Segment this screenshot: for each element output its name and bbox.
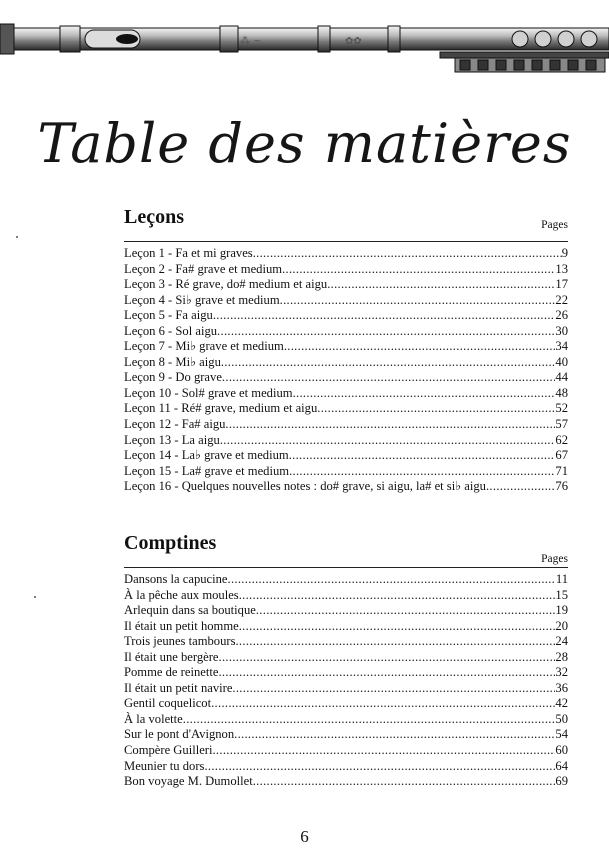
toc-entry-title: Leçon 8 - Mi♭ aigu: [124, 354, 221, 369]
toc-entry-title: Leçon 14 - La♭ grave et medium: [124, 448, 289, 463]
toc-entry-title: Leçon 15 - La# grave et medium: [124, 463, 290, 478]
toc-entry-page: 76: [555, 479, 568, 494]
toc-entry-title: Sur le pont d'Avignon: [124, 727, 235, 742]
toc-entry: [124, 277, 568, 293]
dot-leader: [222, 370, 555, 386]
dot-leader: [228, 572, 556, 588]
toc-entry: [124, 433, 568, 449]
toc-entry: [124, 386, 568, 402]
toc-entry-title: Meunier tu dors: [124, 758, 205, 773]
dot-leader: [213, 308, 556, 324]
paper-speck: [16, 236, 18, 238]
toc-entry-page: 44: [555, 370, 568, 385]
toc-entry-title: Leçon 7 - Mi♭ grave et medium: [124, 339, 284, 354]
toc-entry: [124, 650, 568, 666]
toc-entry-page: 22: [555, 292, 568, 307]
toc-entry-page: 15: [555, 587, 568, 602]
toc-entry-title: Compère Guilleri: [124, 743, 213, 758]
toc-entry-title: Pomme de reinette: [124, 665, 219, 680]
toc-entry-title: Gentil coquelicot: [124, 696, 212, 711]
toc-entry-page: 30: [555, 323, 568, 338]
dot-leader: [218, 665, 555, 681]
toc-entry: [124, 464, 568, 480]
toc-entry: [124, 665, 568, 681]
toc-entry: [124, 588, 568, 604]
toc-entry-page: 62: [555, 432, 568, 447]
toc-entry-page: 36: [555, 680, 568, 695]
dot-leader: [293, 386, 556, 402]
toc-entry: [124, 262, 568, 278]
toc-entry-page: 50: [555, 711, 568, 726]
toc-entry-page: 17: [555, 277, 568, 292]
toc-entry-title: Leçon 10 - Sol# grave et medium: [124, 385, 293, 400]
toc-entry: [124, 293, 568, 309]
toc-entry: [124, 370, 568, 386]
svg-text:✿✿: ✿✿: [345, 36, 362, 47]
dot-leader: [284, 339, 556, 355]
lecons-list: [124, 246, 568, 495]
toc-entry-page: 42: [555, 696, 568, 711]
toc-entry: [124, 355, 568, 371]
flute-illustration: [0, 0, 609, 85]
dot-leader: [234, 727, 555, 743]
toc-entry-page: 13: [555, 261, 568, 276]
toc-entry-title: Leçon 2 - Fa# grave et medium: [124, 261, 283, 276]
toc-entry-page: 11: [555, 572, 568, 586]
dot-leader: [225, 417, 555, 433]
toc-entry-page: 34: [555, 339, 568, 354]
comptines-pages-label: Pages: [541, 553, 568, 565]
toc-entry: [124, 712, 568, 728]
dot-leader: [256, 603, 556, 619]
toc-entry: [124, 308, 568, 324]
toc-entry-page: 67: [555, 448, 568, 463]
toc-entry: [124, 479, 568, 495]
toc-entry-title: Il était un petit navire: [124, 680, 233, 695]
toc-entry-page: 60: [555, 743, 568, 758]
dot-leader: [204, 759, 555, 775]
lecons-section: [124, 207, 568, 495]
toc-entry-title: Bon voyage M. Dumollet: [124, 774, 253, 789]
toc-entry: [124, 696, 568, 712]
toc-entry: [124, 727, 568, 743]
toc-entry: [124, 246, 568, 262]
comptines-rule: [124, 567, 568, 568]
page-title: Table des matières: [37, 112, 572, 175]
toc-entry: [124, 603, 568, 619]
dot-leader: [232, 681, 555, 697]
toc-entry-title: Leçon 6 - Sol aigu: [124, 323, 218, 338]
svg-text:⁂ ~: ⁂ ~: [240, 36, 262, 47]
toc-entry: [124, 681, 568, 697]
toc-entry-page: 24: [555, 634, 568, 649]
dot-leader: [239, 588, 556, 604]
toc-entry-page: 69: [555, 774, 568, 789]
dot-leader: [183, 712, 556, 728]
toc-entry-page: 28: [555, 649, 568, 664]
toc-entry: [124, 759, 568, 775]
dot-leader: [221, 355, 556, 371]
dot-leader: [235, 634, 555, 650]
toc-entry: [124, 324, 568, 340]
toc-entry: [124, 448, 568, 464]
toc-entry: [124, 401, 568, 417]
dot-leader: [212, 743, 555, 759]
dot-leader: [289, 448, 556, 464]
toc-entry-page: 32: [555, 665, 568, 680]
toc-entry-title: Leçon 1 - Fa et mi graves: [124, 246, 253, 260]
toc-entry-title: À la volette: [124, 711, 183, 726]
toc-entry: [124, 417, 568, 433]
toc-entry-page: 26: [555, 308, 568, 323]
toc-entry-title: Leçon 5 - Fa aigu: [124, 308, 213, 323]
dot-leader: [253, 774, 556, 790]
toc-entry-page: 54: [555, 727, 568, 742]
paper-speck: [34, 596, 36, 598]
dot-leader: [239, 619, 556, 635]
dot-leader: [289, 464, 555, 480]
toc-entry-page: 40: [555, 354, 568, 369]
toc-entry-title: Leçon 13 - La aigu: [124, 432, 220, 447]
dot-leader: [220, 433, 556, 449]
toc-entry-title: Trois jeunes tambours: [124, 634, 236, 649]
dot-leader: [280, 293, 556, 309]
dot-leader: [211, 696, 555, 712]
toc-entry-title: Leçon 11 - Ré# grave, medium et aigu: [124, 401, 318, 416]
toc-entry-title: Arlequin dans sa boutique: [124, 603, 256, 618]
toc-entry-page: 52: [555, 401, 568, 416]
comptines-section: [124, 533, 568, 790]
toc-entry: [124, 634, 568, 650]
toc-entry: [124, 572, 568, 588]
toc-entry: [124, 774, 568, 790]
toc-entry-page: 20: [555, 618, 568, 633]
page-number: 6: [300, 827, 309, 846]
toc-entry-title: Dansons la capucine: [124, 572, 228, 586]
lecons-rule: [124, 241, 568, 242]
dot-leader: [217, 324, 555, 340]
toc-entry-title: Il était une bergère: [124, 649, 219, 664]
toc-entry-page: 9: [561, 246, 568, 260]
toc-entry-page: 64: [555, 758, 568, 773]
toc-entry-title: Leçon 12 - Fa# aigu: [124, 417, 226, 432]
dot-leader: [253, 246, 562, 262]
dot-leader: [282, 262, 555, 278]
dot-leader: [327, 277, 555, 293]
dot-leader: [219, 650, 556, 666]
comptines-heading: Comptines: [124, 532, 217, 554]
toc-entry: [124, 619, 568, 635]
lecons-pages-label: Pages: [541, 219, 568, 231]
toc-entry-title: Leçon 16 - Quelques nouvelles notes : do# grave, si aigu, la# et si♭ aigu: [124, 479, 486, 494]
comptines-list: [124, 572, 568, 790]
toc-entry-title: Leçon 4 - Si♭ grave et medium: [124, 292, 280, 307]
toc-entry-page: 57: [555, 417, 568, 432]
dot-leader: [486, 479, 555, 495]
toc-entry-page: 19: [555, 603, 568, 618]
toc-entry-page: 48: [555, 385, 568, 400]
dot-leader: [317, 401, 555, 417]
toc-entry-page: 71: [555, 463, 568, 478]
lecons-heading: Leçons: [124, 206, 184, 228]
toc-entry-title: À la pêche aux moules: [124, 587, 239, 602]
toc-entry-title: Il était un petit homme: [124, 618, 239, 633]
toc-entry: [124, 339, 568, 355]
toc-entry-title: Leçon 9 - Do grave: [124, 370, 222, 385]
toc-entry-title: Leçon 3 - Ré grave, do# medium et aigu: [124, 277, 328, 292]
toc-entry: [124, 743, 568, 759]
